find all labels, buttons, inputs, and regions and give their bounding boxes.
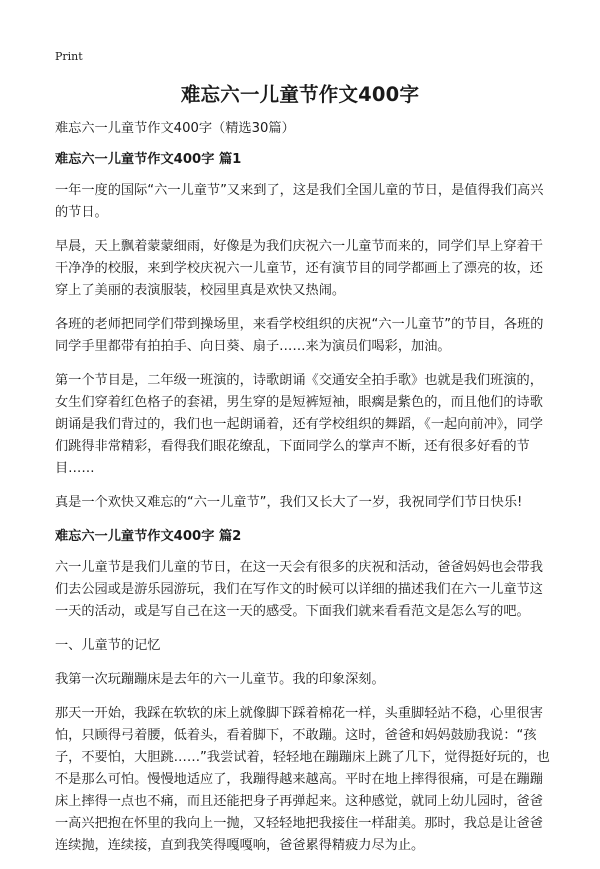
essay-2-paragraph: 那天一开始，我踩在软软的床上就像脚下踩着棉花一样，头重脚轻站不稳，心里很害怕，只顾得弓着腰，低着头，看着脚下，不敢蹦。这时，爸爸和妈妈鼓励我说：“孩子，不要怕，大胆跳……”我尝试着，轻轻地在蹦蹦床上跳了几下，觉得挺好玩的，也不是那么可怕。慢慢地适应了，我蹦得越来越高。平时在地上摔得很痛，可是在蹦蹦床上摔得一点也不痛，而且还能把身子再弹起来。这种感觉，就同上幼儿园时，爸爸一高兴把抱在怀里的我向上一抛，又轻轻地把我接住一样甜美。那时，我总是让爸爸连续抛，连续接，直到我笑得嘎嘎响，爸爸累得精疲力尽为止。	[55, 706, 550, 853]
print-label: Print	[55, 50, 83, 63]
essay-2-heading: 难忘六一儿童节作文400字 篇2	[55, 529, 242, 544]
essay-1-paragraph: 各班的老师把同学们带到操场里，来看学校组织的庆祝“六一儿童节”的节目，各班的同学手里都带有拍拍手、向日葵、扇子……来为演员们喝彩，加油。	[55, 317, 544, 354]
essay-1-paragraph: 真是一个欢快又难忘的“六一儿童节”，我们又长大了一岁，我祝同学们节日快乐!	[55, 495, 523, 510]
document-body	[55, 118, 550, 869]
essay-2-paragraph: 我第一次玩蹦蹦床是去年的六一儿童节。我的印象深刻。	[55, 672, 385, 687]
essay-1-paragraph: 早晨，天上飘着蒙蒙细雨，好像是为我们庆祝六一儿童节而来的，同学们早上穿着干干净净的校服，来到学校庆祝六一儿童节，还有演节目的同学都画上了漂亮的妆，还穿上了美丽的表演服装，校园里真是欢快又热闹。	[55, 239, 543, 298]
essay-2-section-label: 一、儿童节的记忆	[55, 638, 161, 653]
essay-1-heading: 难忘六一儿童节作文400字 篇1	[55, 152, 242, 167]
essay-1-paragraph: 一年一度的国际“六一儿童节”又来到了，这是我们全国儿童的节日，是值得我们高兴的节日。	[55, 183, 544, 220]
essay-2-intro: 六一儿童节是我们儿童的节日，在这一天会有很多的庆祝和活动，爸爸妈妈也会带我们去公园或是游乐园游玩，我们在写作文的时候可以详细的描述我们在六一儿童节这一天的活动，或是写自己在这一天的感受。下面我们就来看看范文是怎么写的吧。	[55, 560, 543, 619]
document-title: 难忘六一儿童节作文400字	[180, 83, 420, 106]
document-subtitle: 难忘六一儿童节作文400字（精选30篇）	[55, 121, 295, 136]
essay-1-paragraph: 第一个节目是，二年级一班演的，诗歌朗诵《交通安全拍手歌》也就是我们班演的，女生们穿着红色格子的套裙，男生穿的是短裤短袖，眼瘸是紫色的，而且他们的诗歌朗诵是我们背过的，我们也一起朗诵着，还有学校组织的舞蹈，《一起向前冲》，同学们跳得非常精彩，看得我们眼花缭乱，下面同学么的掌声不断，还有很多好看的节目……	[55, 373, 543, 476]
